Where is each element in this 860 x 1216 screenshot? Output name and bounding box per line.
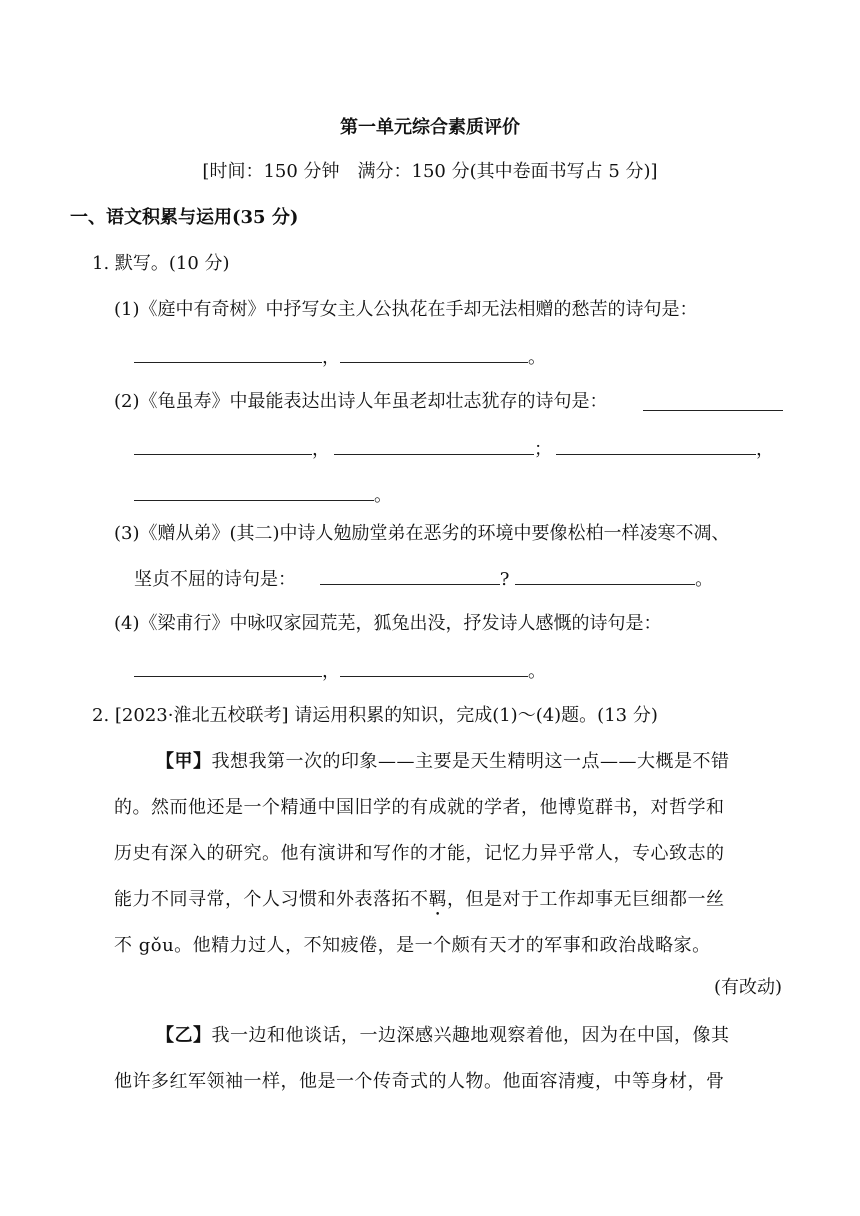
answer-blank[interactable] [320, 566, 500, 585]
question-2-heading: 2. [2023·淮北五校联考] 请运用积累的知识，完成(1)～(4)题。(13 分) [92, 705, 658, 726]
exam-info: [时间：150 分钟 满分：150 分(其中卷面书写占 5 分)] [202, 161, 658, 182]
passage-yi-line: 【乙】我一边和他谈话，一边深感兴趣地观察着他，因为在中国，像其 [156, 1025, 730, 1046]
page-title: 第一单元综合素质评价 [340, 117, 520, 138]
answer-line-4: ， 。 [134, 658, 546, 684]
question-1-part-4: (4)《梁甫行》中咏叹家园荒芜，狐兔出没，抒发诗人感慨的诗句是： [114, 613, 662, 634]
answer-line-1: ， 。 [134, 344, 546, 370]
answer-blank[interactable] [134, 436, 312, 455]
passage-jia-line: 历史有深入的研究。他有演讲和写作的才能，记忆力异乎常人，专心致志的 [114, 843, 725, 864]
emphasized-character: 羁 [428, 889, 447, 910]
question-1-part-1: (1)《庭中有奇树》中抒写女主人公执花在手却无法相赠的愁苦的诗句是： [114, 299, 698, 320]
answer-blank[interactable] [556, 436, 756, 455]
answer-blank[interactable] [134, 658, 322, 677]
passage-jia-line: 的。然而他还是一个精通中国旧学的有成就的学者，他博览群书，对哲学和 [114, 797, 725, 818]
passage-yi-line: 他许多红军领袖一样，他是一个传奇式的人物。他面容清瘦，中等身材，骨 [114, 1071, 725, 1092]
answer-blank[interactable] [334, 436, 534, 455]
question-1-part-3: (3)《赠从弟》(其二)中诗人勉励堂弟在恶劣的环境中要像松柏一样凌寒不凋、 [114, 523, 730, 544]
answer-blank[interactable] [340, 344, 528, 363]
answer-line-2: ， ； ， [134, 436, 774, 462]
answer-blank[interactable] [515, 566, 695, 585]
question-1-part-2: (2)《龟虽寿》中最能表达出诗人年虽老却壮志犹存的诗句是： [114, 391, 608, 412]
answer-blank[interactable] [134, 344, 322, 363]
passage-tag-jia: 【甲】 [156, 751, 212, 772]
passage-jia-line: 不 gǒu。他精力过人，不知疲倦，是一个颇有天才的军事和政治战略家。 [114, 935, 711, 956]
answer-blank[interactable] [340, 658, 528, 677]
answer-blank[interactable] [643, 392, 783, 411]
passage-jia-line: 【甲】我想我第一次的印象——主要是天生精明这一点——大概是不错 [156, 751, 730, 772]
question-1-heading: 1. 默写。(10 分) [92, 253, 230, 274]
source-note: (有改动) [713, 977, 782, 998]
passage-tag-yi: 【乙】 [156, 1025, 212, 1046]
answer-line-3: 。 [134, 482, 392, 508]
answer-blank[interactable] [134, 482, 374, 501]
question-1-part-3-cont: 坚贞不屈的诗句是： ? 。 [134, 566, 713, 592]
section-heading: 一、语文积累与运用(35 分) [70, 207, 299, 228]
passage-jia-line: 能力不同寻常，个人习惯和外表落拓不羁，但是对于工作却事无巨细都一丝 [114, 889, 725, 910]
